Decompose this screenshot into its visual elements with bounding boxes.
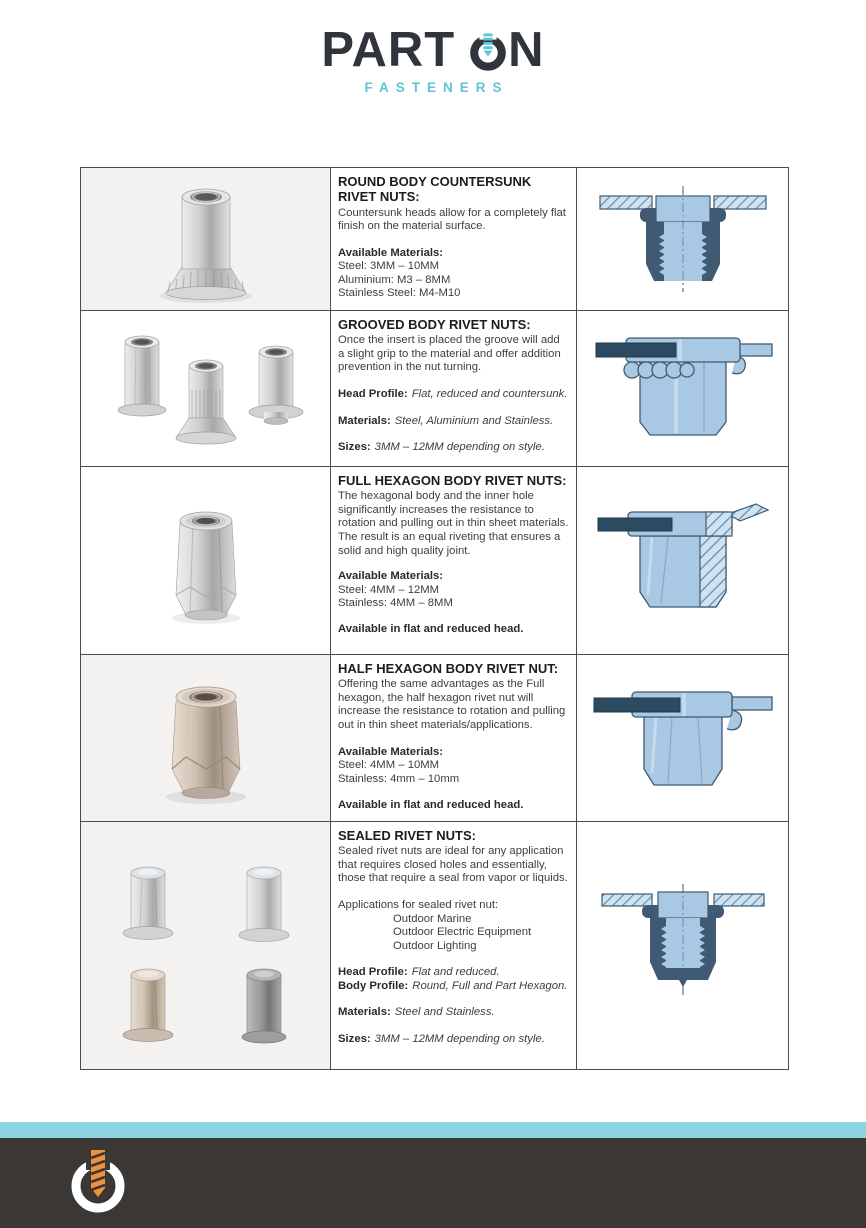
diagram-cell-round-countersunk [577, 168, 788, 311]
material-line: Stainless: 4MM – 8MM [338, 597, 453, 610]
spec-value: 3MM – 12MM depending on style. [374, 1032, 545, 1045]
header [0, 23, 866, 95]
application-line: Outdoor Electric Equipment [393, 926, 532, 939]
spec-value: Steel, Aluminium and Stainless. [394, 414, 554, 427]
product-title: FULL HEXAGON BODY RIVET NUTS: [338, 473, 567, 488]
spec-line [338, 415, 569, 429]
brand-subtitle: FASTENERS [364, 80, 509, 95]
half-hexagon-rivet-nut-diagram [588, 673, 778, 803]
full-hexagon-rivet-nut-photo [86, 491, 326, 631]
grooved-rivet-nut-diagram [588, 328, 778, 450]
photo-cell-half-hexagon [81, 655, 331, 822]
spec-label: Body Profile: [338, 979, 409, 992]
diagram-cell-sealed [577, 822, 788, 1069]
product-table [80, 167, 789, 1070]
product-title: GROOVED BODY RIVET NUTS: [338, 317, 531, 332]
brand-logo [0, 23, 866, 77]
footer-screw-logo-icon [63, 1144, 133, 1224]
spec-label: Materials: [338, 414, 391, 427]
photo-cell-full-hexagon [81, 467, 331, 655]
diagram-cell-full-hexagon [577, 467, 788, 655]
spec-line [338, 441, 569, 455]
product-title: SEALED RIVET NUTS: [338, 828, 476, 843]
spec-value: 3MM – 12MM depending on style. [374, 441, 545, 454]
spec-line [338, 966, 569, 980]
material-line: Aluminium: M3 – 8MM [338, 273, 451, 286]
material-line: Steel: 4MM – 10MM [338, 759, 440, 772]
spec-line [338, 1033, 569, 1047]
product-description: Sealed rivet nuts are ideal for any application that requires closed holes and essentially, those that require a seal from vapor or liquids. [338, 845, 568, 885]
material-line: Stainless Steel: M4-M10 [338, 287, 461, 300]
sealed-rivet-nuts-photo [86, 839, 326, 1053]
diagram-cell-half-hexagon [577, 655, 788, 822]
applications-label: Applications for sealed rivet nut: [338, 898, 499, 911]
spec-value: Flat and reduced. [411, 966, 500, 979]
product-description: The hexagonal body and the inner hole significantly increases the resistance to rotation and pulling out in thin sheet materials. The result is an equal riveting that ensures a solid and high quality joint. [338, 490, 569, 557]
text-cell-round-countersunk [331, 168, 577, 311]
text-cell-half-hexagon [331, 655, 577, 822]
spec-value: Flat, reduced and countersunk. [411, 387, 568, 400]
grooved-rivet-nuts-photo [86, 324, 326, 454]
spec-line [338, 980, 569, 994]
product-title: ROUND BODY COUNTERSUNK RIVET NUTS: [338, 174, 532, 205]
product-footnote: Available in flat and reduced head. [338, 799, 524, 812]
full-hexagon-rivet-nut-diagram [588, 500, 778, 622]
photo-cell-round-countersunk [81, 168, 331, 311]
materials-label: Available Materials: [338, 246, 444, 259]
screw-in-o-icon [469, 31, 507, 71]
product-description: Once the insert is placed the groove will add a slight grip to the material and offer addition prevention in the nut turning. [338, 334, 561, 374]
logo-text-n: N [508, 23, 545, 77]
materials-label: Available Materials: [338, 745, 444, 758]
spec-value: Steel and Stainless. [394, 1006, 495, 1019]
logo-text-part: PART [321, 23, 456, 77]
photo-cell-grooved [81, 311, 331, 467]
text-cell-full-hexagon [331, 467, 577, 655]
spec-value: Round, Full and Part Hexagon. [412, 979, 568, 992]
footer [0, 1138, 866, 1228]
material-line: Steel: 4MM – 12MM [338, 583, 440, 596]
text-cell-grooved [331, 311, 577, 467]
application-line: Outdoor Lighting [393, 939, 477, 952]
sealed-rivet-nut-cross-section-diagram [588, 880, 778, 1012]
product-footnote: Available in flat and reduced head. [338, 622, 524, 635]
product-description: Countersunk heads allow for a completely flat finish on the material surface. [338, 206, 566, 233]
spec-label: Sizes: [338, 441, 371, 454]
spec-label: Materials: [338, 1006, 391, 1019]
text-cell-sealed [331, 822, 577, 1069]
spec-label: Head Profile: [338, 966, 408, 979]
spec-label: Sizes: [338, 1032, 371, 1045]
material-line: Stainless: 4mm – 10mm [338, 772, 460, 785]
half-hexagon-rivet-nut-photo [86, 663, 326, 813]
application-line: Outdoor Marine [393, 912, 472, 925]
countersunk-rivet-nut-cross-section-diagram [588, 178, 778, 300]
spec-line [338, 388, 569, 402]
materials-label: Available Materials: [338, 570, 444, 583]
spec-line [338, 1006, 569, 1020]
material-line: Steel: 3MM – 10MM [338, 260, 440, 273]
spec-label: Head Profile: [338, 387, 408, 400]
diagram-cell-grooved [577, 311, 788, 467]
product-description: Offering the same advantages as the Full hexagon, the half hexagon rivet nut will increase the resistance to rotation and pulling out in thin sheet materials/applications. [338, 678, 566, 731]
footer-accent-bar [0, 1122, 866, 1138]
product-title: HALF HEXAGON BODY RIVET NUT: [338, 661, 559, 676]
photo-cell-sealed [81, 822, 331, 1069]
round-countersunk-rivet-nut-photo [86, 169, 326, 309]
